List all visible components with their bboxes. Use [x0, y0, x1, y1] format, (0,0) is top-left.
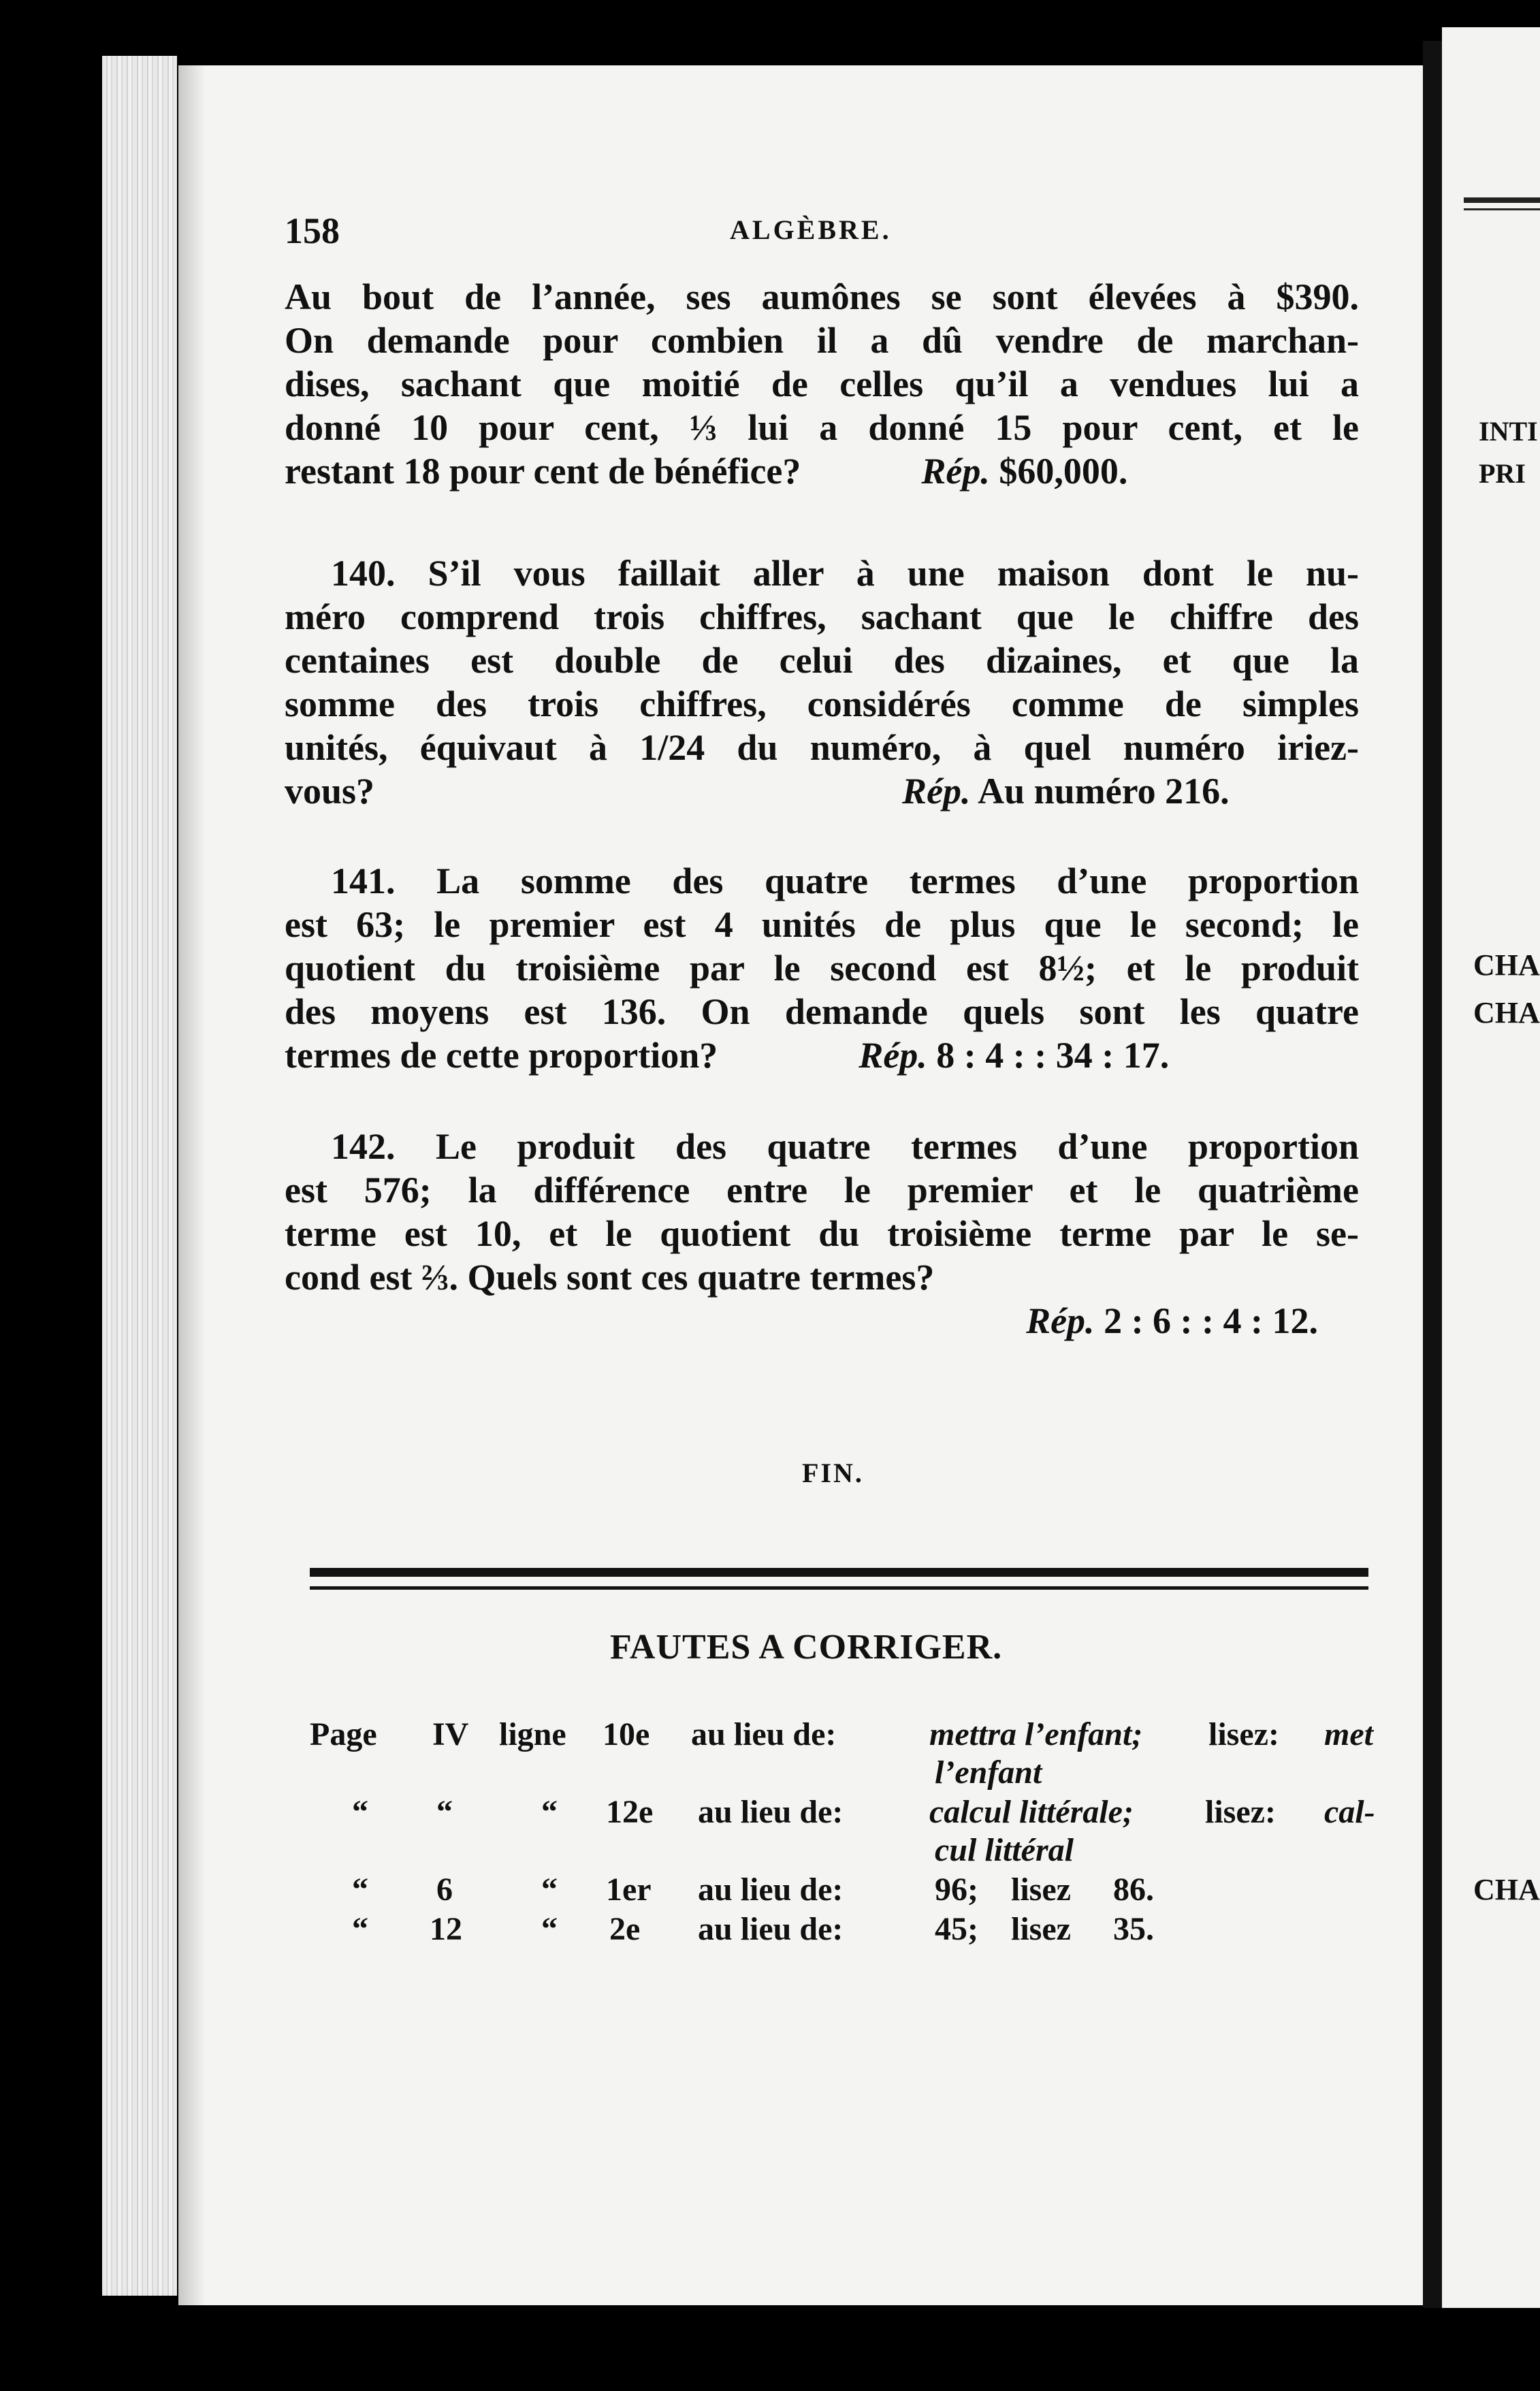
running-title: ALGÈBRE.	[730, 214, 892, 245]
answer-value: $60,000.	[999, 451, 1128, 492]
problem-140	[285, 551, 1359, 813]
errata-correct: 35.	[1113, 1911, 1154, 1947]
errata-lisez: lisez:	[1208, 1716, 1279, 1752]
facing-page-text: CHA	[1473, 948, 1540, 982]
errata-correct: met	[1324, 1716, 1373, 1752]
text-line: dises, sachant que moitié de celles qu’il a vendues lui a	[285, 364, 1359, 404]
errata-wrong: 96;	[935, 1872, 978, 1908]
answer-label: Rép.	[902, 771, 971, 812]
answer-value: 2 : 6 : : 4 : 12.	[1104, 1300, 1318, 1341]
errata-page-num: 6	[436, 1872, 453, 1908]
errata-continuation: l’enfant	[935, 1754, 1042, 1791]
errata-wrong: calcul littérale;	[929, 1794, 1134, 1830]
text-line-content: termes de cette proportion?	[285, 1035, 718, 1076]
errata-row-continued	[310, 1831, 1372, 1872]
errata-au-lieu: au lieu de:	[691, 1716, 837, 1752]
text-line-content: restant 18 pour cent de bénéfice?	[285, 451, 801, 492]
errata-au-lieu: au lieu de:	[698, 1794, 844, 1830]
errata-correct: cal-	[1324, 1794, 1375, 1830]
problem-142	[285, 1125, 1359, 1343]
errata-lisez: lisez	[1011, 1911, 1071, 1947]
errata-au-lieu: au lieu de:	[698, 1872, 844, 1908]
page-number: 158	[285, 210, 340, 251]
problem-141	[285, 859, 1359, 1077]
problem-number: 140.	[331, 553, 396, 594]
divider-rule	[310, 1568, 1368, 1577]
errata-line-num: 10e	[603, 1716, 650, 1752]
errata-row	[310, 1871, 1372, 1912]
errata-page: “	[352, 1911, 368, 1947]
answer-label: Rép.	[1026, 1300, 1095, 1341]
errata-page: “	[352, 1872, 368, 1908]
text-line: terme est 10, et le quotient du troisième terme par le se-	[285, 1213, 1359, 1254]
errata-ligne: “	[541, 1794, 558, 1830]
text-line-content: vous?	[285, 771, 375, 812]
text-line: somme des trois chiffres, considérés comme de simples	[285, 684, 1359, 724]
end-marker: FIN.	[802, 1458, 864, 1488]
text-line: des moyens est 136. On demande quels sont les quatre	[285, 991, 1359, 1032]
errata-line-num: 2e	[609, 1911, 641, 1947]
errata-ligne: ligne	[499, 1716, 566, 1752]
errata-lisez: lisez:	[1205, 1794, 1276, 1830]
errata-row	[310, 1910, 1372, 1951]
text-line	[285, 551, 1359, 595]
answer-value: 8 : 4 : : 34 : 17.	[936, 1035, 1170, 1076]
text-line: méro comprend trois chiffres, sachant que le chiffre des	[285, 596, 1359, 637]
errata-continuation: cul littéral	[935, 1832, 1074, 1868]
errata-page-num: 12	[430, 1911, 462, 1947]
errata-ligne: “	[541, 1911, 558, 1947]
text-line: unités, équivaut à 1/24 du numéro, à quel numéro iriez-	[285, 727, 1359, 768]
errata-ligne: “	[541, 1872, 558, 1908]
paragraph-intro	[285, 275, 1359, 493]
facing-page-text: INTI	[1479, 416, 1538, 447]
problem-number: 141.	[331, 861, 396, 901]
errata-wrong: mettra l’enfant;	[929, 1716, 1143, 1752]
answer-line	[285, 1299, 1359, 1343]
text-line	[285, 449, 1359, 493]
errata-row-continued	[310, 1754, 1372, 1795]
answer-value: Au numéro 216.	[978, 771, 1230, 812]
answer-label: Rép.	[859, 1035, 927, 1076]
facing-page-text: PRI	[1479, 458, 1526, 489]
text-line: est 576; la différence entre le premier et le quatrième	[285, 1170, 1359, 1210]
text-line-content: S’il vous faillait aller à une maison dont le nu-	[428, 553, 1360, 594]
text-line	[285, 1125, 1359, 1168]
text-line: On demande pour combien il a dû vendre de marchan-	[285, 320, 1359, 361]
problem-number: 142.	[331, 1126, 396, 1167]
answer-label: Rép.	[921, 451, 990, 492]
text-line: quotient du troisième par le second est 8½; et le produit	[285, 948, 1359, 989]
text-line	[285, 1033, 1359, 1077]
text-line: centaines est double de celui des dizaines, et que la	[285, 640, 1359, 681]
text-line: Au bout de l’année, ses aumônes se sont élevées à $390.	[285, 276, 1359, 317]
text-line-content: Le produit des quatre termes d’une proportion	[436, 1126, 1359, 1167]
text-line-content: La somme des quatre termes d’une proportion	[436, 861, 1359, 901]
errata-wrong: 45;	[935, 1911, 978, 1947]
errata-row	[310, 1793, 1375, 1834]
facing-page-text: CHA	[1473, 996, 1540, 1029]
errata-line-num: 1er	[606, 1872, 652, 1908]
divider-rule-thin	[310, 1586, 1368, 1590]
errata-page: Page	[310, 1716, 377, 1752]
errata-title: FAUTES A CORRIGER.	[610, 1628, 1003, 1667]
errata-page-num: IV	[432, 1716, 469, 1752]
errata-line-num: 12e	[606, 1794, 654, 1830]
text-line: est 63; le premier est 4 unités de plus que le second; le	[285, 904, 1359, 945]
text-line	[285, 769, 1359, 813]
errata-lisez: lisez	[1011, 1872, 1071, 1908]
errata-au-lieu: au lieu de:	[698, 1911, 844, 1947]
errata-page-num: “	[436, 1794, 453, 1830]
errata-row	[310, 1716, 1372, 1756]
facing-page-text: CHA	[1473, 1873, 1540, 1906]
text-line: donné 10 pour cent, ⅓ lui a donné 15 pour cent, et le	[285, 407, 1359, 448]
errata-correct: 86.	[1113, 1872, 1154, 1908]
text-line	[285, 859, 1359, 903]
errata-page: “	[352, 1794, 368, 1830]
text-line: cond est ⅔. Quels sont ces quatre termes?	[285, 1257, 935, 1298]
